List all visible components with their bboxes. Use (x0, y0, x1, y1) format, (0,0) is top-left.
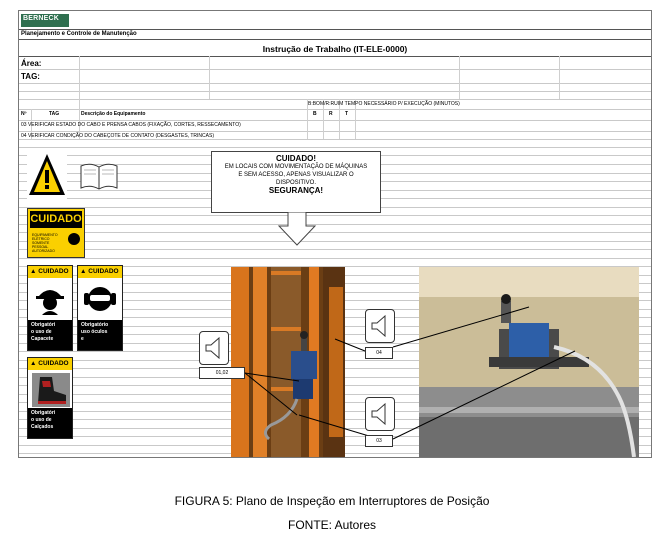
area-label: Área: (21, 59, 42, 68)
col-t: T (345, 111, 349, 117)
callout-heading: CUIDADO! (276, 154, 316, 163)
col-description: Descrição do Equipamento (81, 111, 146, 117)
ppe-sign-footer: Obrigatório uso óculos e (78, 320, 122, 350)
ppe-sign-header: ▲ CUIDADO (78, 266, 122, 278)
ppe-sign-footer: Obrigatóri o uso de Capacete (28, 320, 72, 350)
pointer-lines (19, 11, 652, 458)
callout-line: DISPOSITIVO. (275, 180, 316, 186)
table-row: 04 VERIFICAR CONDIÇÃO DO CABEÇOTE DE CONTATO (DESGASTES, TRINCAS) (21, 133, 214, 139)
speaker-icon (365, 397, 395, 431)
ppe-sign-header: ▲ CUIDADO (28, 358, 72, 370)
legend-text: B:BOM/R:RUIM TEMPO NECESSÁRIO P/ EXECUÇÃO (MINUTOS) (308, 101, 460, 107)
col-number: Nº (21, 111, 27, 117)
ppe-sign-header: ▲ CUIDADO (28, 266, 72, 278)
speaker-icon (365, 309, 395, 343)
tag-label: TAG: (21, 72, 40, 81)
label-04: 04 (365, 347, 393, 359)
col-b: B (313, 111, 317, 117)
label-01-02: 01,02 (199, 367, 245, 379)
table-row: 03 VERIFICAR ESTADO DO CABO E PRENSA CABOS (FIXAÇÃO, CORTES, RESSECAMENTO) (21, 122, 241, 128)
figure-caption: FIGURA 5: Plano de Inspeção em Interruptores de Posição (174, 494, 490, 508)
label-03: 03 (365, 435, 393, 447)
cuidado-sign-text: EQUIPAMENTO ELÉTRICO SOMENTE PESSOAL AUTORIZADO (32, 233, 58, 253)
figure-source: FONTE: Autores (287, 518, 377, 532)
ppe-sign-footer: Obrigatóri o uso de Calçados (28, 408, 72, 438)
col-tag: TAG (49, 111, 60, 117)
speaker-icon (199, 331, 229, 365)
document-title: Instrução de Trabalho (IT-ELE-0000) (262, 44, 408, 54)
col-r: R (329, 111, 333, 117)
callout-footer: SEGURANÇA! (268, 186, 324, 195)
department-title: Planejamento e Controle de Manutenção (21, 31, 137, 37)
callout-line: EM LOCAIS COM MOVIMENTAÇÃO DE MÁQUINAS (224, 164, 368, 170)
company-logo: BERNECK (21, 14, 69, 27)
callout-line: E SEM ACESSO, APENAS VISUALIZAR O (238, 172, 354, 178)
work-instruction-sheet (18, 10, 652, 458)
cuidado-heading: CUIDADO (30, 211, 82, 228)
